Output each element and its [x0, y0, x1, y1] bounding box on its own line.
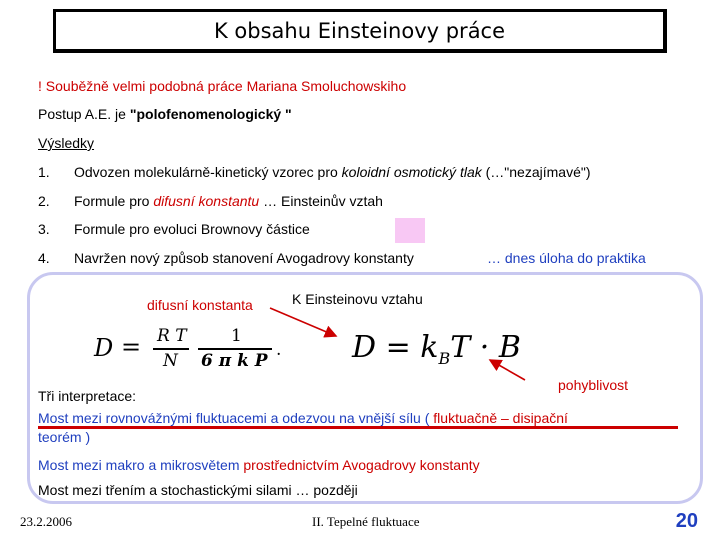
item-4-number: 4. — [38, 250, 50, 266]
label-pohyblivost: pohyblivost — [558, 377, 629, 393]
postup-prefix: Postup A.E. je — [38, 106, 130, 122]
formula-left-D: D — [94, 334, 114, 362]
item-2-b: difusní konstantu — [153, 193, 260, 209]
most-3-line: Most mezi třením a stochastickými silami … později — [38, 482, 358, 498]
formula-left-den1: N — [163, 351, 178, 371]
item-1-c: (…"nezajímavé") — [481, 164, 591, 180]
item-4-tail: … dnes úloha do praktika — [487, 250, 646, 266]
most-1-b: fluktuačně – disipační — [433, 410, 568, 426]
formula-left-bar2 — [198, 348, 272, 350]
most-2-line — [38, 457, 480, 473]
page-number: 20 — [675, 510, 698, 532]
label-einstein: K Einsteinovu vztahu — [292, 291, 423, 307]
postup-bold: "polofenomenologický " — [129, 106, 292, 122]
item-2-a: Formule pro — [74, 193, 154, 209]
item-2-c: … Einsteinův vztah — [259, 193, 383, 209]
item-3: Formule pro evoluci Brownovy částice — [74, 221, 310, 237]
slide-title-text: K obsahu Einsteinovy práce — [213, 18, 506, 43]
label-difusni: difusní konstanta — [147, 297, 253, 313]
item-4: Navržen nový způsob stanovení Avogadrovy konstanty — [74, 250, 414, 266]
arrow-to-D — [270, 308, 336, 336]
formula-left-bar1 — [153, 348, 189, 350]
most-2-b: prostřednictvím Avogadrovy konstanty — [243, 457, 480, 473]
formula-left-dot: . — [276, 340, 282, 360]
item-3-number: 3. — [38, 221, 50, 237]
vysledky-heading: Výsledky — [38, 135, 95, 151]
most-1-c: teorém ) — [38, 429, 91, 445]
item-1-b: koloidní osmotický tlak — [341, 164, 482, 180]
red-underline — [38, 426, 678, 429]
interpretace-line: Tři interpretace: — [38, 388, 137, 404]
most-1-line — [38, 410, 568, 426]
item-1-a: Odvozen molekulárně-kinetický vzorec pro — [74, 164, 342, 180]
most-2-a: Most mezi makro a mikrosvětem — [38, 457, 244, 473]
item-1-number: 1. — [38, 164, 50, 180]
formula-left-eq: = — [121, 333, 142, 361]
item-2-number: 2. — [38, 193, 50, 209]
formula-left-num2: 1 — [231, 326, 242, 346]
note-line: ! Souběžně velmi podobná práce Mariana Smoluchowskiho — [38, 78, 407, 94]
footer-center: II. Tepelné fluktuace — [312, 514, 420, 529]
formula-left-den2: 6 π k P — [201, 351, 268, 371]
formula-left-num1: R T — [157, 326, 187, 346]
most-1-a: Most mezi rovnovážnými fluktuacemi a odezvou na vnější sílu ( — [38, 410, 434, 426]
footer-date: 23.2.2006 — [20, 514, 72, 529]
formula-right: $D = k_BT \cdot B$ — [352, 330, 521, 368]
